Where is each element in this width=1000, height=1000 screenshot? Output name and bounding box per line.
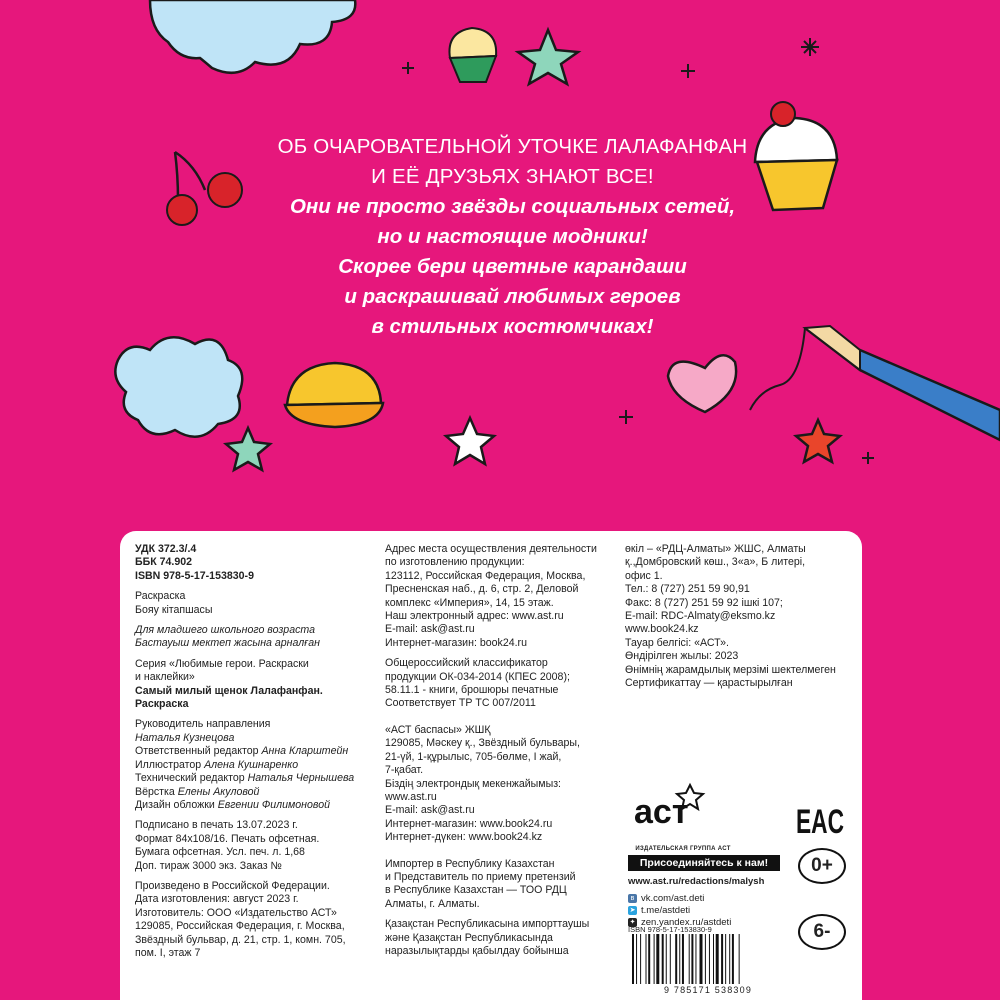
address-line: Интернет-магазин: book24.ru [385, 636, 527, 649]
telegram-icon: ➤ [629, 907, 636, 915]
print-info: Подписано в печать 13.07.2023 г. [135, 819, 298, 832]
zen-text: zen.yandex.ru/astdeti [641, 917, 732, 928]
cover-blurb [240, 132, 785, 342]
star-icon [226, 428, 270, 470]
kz-address-line: E-mail: ask@ast.ru [385, 804, 475, 817]
contact-line: Тел.: 8 (727) 251 59 90,91 [625, 583, 750, 596]
imprint-column [135, 543, 360, 960]
kz-address-line: «АСТ баспасы» ЖШҚ [385, 723, 491, 736]
join-badge: Присоединяйтесь к нам! [628, 855, 780, 871]
tech-label: Технический редактор [135, 772, 245, 785]
address-line: комплекс «Империя», 14, 15 этаж. [385, 596, 554, 609]
contact-line: Сертификаттау — қарастырылған [625, 677, 793, 690]
blurb-line: и раскрашивай любимых героев [344, 285, 681, 308]
star-icon [796, 420, 840, 462]
contact-line: Факс: 8 (727) 251 59 92 ішкі 107; [625, 596, 783, 609]
production-info: 129085, Российская Федерация, г. Москва, [135, 920, 345, 933]
importer-line: және Қазақстан Республикасында [385, 931, 553, 944]
svg-text:EAC: EAC [796, 803, 844, 841]
layout-name: Елены Акуловой [177, 785, 260, 798]
address-line: Наш электронный адрес: www.ast.ru [385, 610, 564, 623]
production-info: Дата изготовления: август 2023 г. [135, 893, 299, 906]
book-title: Самый милый щенок Лалафанфан. [135, 684, 323, 697]
kz-address-line: 7-қабат. [385, 764, 424, 777]
tech-name: Наталья Чернышева [247, 772, 355, 785]
cloud-icon [150, 0, 355, 73]
kz-address-line: 129085, Мәскеу қ., Звёздный бульвары, [385, 737, 580, 750]
age-rating-badge: 0+ [798, 848, 846, 884]
imprint-panel [120, 531, 862, 1000]
importer-line: Алматы, г. Алматы. [385, 897, 480, 910]
logo-text: аст [634, 793, 689, 831]
pencil-icon [750, 326, 1000, 440]
print-info: Бумага офсетная. Усл. печ. л. 1,68 [135, 846, 305, 859]
address-line: Пресненская наб., д. 6, стр. 2, Деловой [385, 583, 579, 596]
illustrator-name: Алена Кушнаренко [204, 758, 299, 771]
head-name: Наталья Кузнецова [135, 731, 235, 744]
isbn: ISBN 978-5-17-153830-9 [135, 569, 254, 582]
contact-line: офис 1. [625, 569, 663, 582]
blurb-line: но и настоящие модники! [377, 225, 648, 248]
importer-line: и Представитель по приему претензий [385, 870, 576, 883]
classifier-line: Соответствует ТР ТС 007/2011 [385, 697, 536, 710]
importer-line: Импортер в Республику Казахстан [385, 857, 555, 870]
contact-line: www.book24.kz [625, 623, 699, 636]
layout-label: Вёрстка [135, 785, 175, 798]
zen-icon: ✦ [629, 919, 636, 927]
ast-logo [628, 771, 718, 841]
importer-line: наразылықтарды қабылдау бойынша [385, 944, 569, 957]
address-line: E-mail: ask@ast.ru [385, 623, 475, 636]
book-title: Раскраска [135, 698, 189, 711]
series: и наклейки» [135, 671, 195, 684]
importer-line: в Республике Казахстан — ТОО РДЦ [385, 884, 567, 897]
contacts-column [625, 543, 850, 690]
kz-address-line: 21-үй, 1-құрылыс, 705-бөлме, I жай, [385, 750, 562, 763]
vk-text: vk.com/ast.deti [641, 893, 705, 904]
barcode-number: 9 785171 538309 [663, 985, 753, 995]
barcode [628, 934, 788, 984]
classifier-line: 58.11.1 - книги, брошюры печатные [385, 684, 559, 697]
site-link[interactable]: www.ast.ru/redactions/malysh [628, 876, 765, 887]
editor-name: Анна Кларштейн [261, 745, 349, 758]
kz-address-line: www.ast.ru [385, 790, 437, 803]
pie-icon [285, 363, 383, 427]
blurb-line: И ЕЁ ДРУЗЬЯХ ЗНАЮТ ВСЕ! [371, 165, 654, 188]
cloud-icon [115, 337, 242, 436]
importer-line: Қазақстан Республикасына импорттаушы [385, 918, 590, 931]
contact-line: Өндірілген жылы: 2023 [625, 650, 739, 663]
series: Серия «Любимые герои. Раскраски [135, 657, 309, 670]
star-icon [446, 418, 494, 464]
age-ru: Для младшего школьного возраста [135, 624, 315, 637]
vk-icon: в [628, 894, 637, 903]
kz-address-line: Біздің электрондық мекенжайымыз: [385, 777, 561, 790]
isbn-small: ISBN 978-5-17-153830-9 [628, 925, 712, 934]
blurb-line: ОБ ОЧАРОВАТЕЛЬНОЙ УТОЧКЕ ЛАЛАФАНФАН [277, 135, 748, 158]
kz-address-line: Интернет-магазин: www.book24.ru [385, 817, 553, 830]
age-kz: Бастауыш мектеп жасына арналған [135, 637, 320, 650]
heart-icon [668, 355, 736, 412]
address-line: Адрес места осуществления деятельности [385, 543, 597, 555]
contact-line: қ.,Домбровский көш., 3«а», Б литері, [625, 556, 806, 569]
print-info: Формат 84х108/16. Печать офсетная. [135, 832, 320, 845]
classifier-line: Общероссийский классификатор [385, 657, 548, 670]
address-line: по изготовлению продукции: [385, 556, 525, 569]
publisher-group: ИЗДАТЕЛЬСКАЯ ГРУППА АСТ [635, 846, 731, 852]
genre-kz: Бояу кітапшасы [135, 603, 213, 616]
contact-line: Өнімнің жарамдылық мерзімі шектелмеген [625, 663, 836, 676]
cupcake-icon [449, 28, 496, 82]
production-info: Звёздный бульвар, д. 21, стр. 1, комн. 705, [135, 933, 346, 946]
genre-ru: Раскраска [135, 590, 186, 603]
cherries-icon [167, 152, 242, 225]
kz-address-line: Интернет-дүкен: www.book24.kz [385, 831, 543, 844]
design-name: Евгении Филимоновой [217, 798, 330, 811]
address-column [385, 543, 610, 958]
address-line: 123112, Российская Федерация, Москва, [385, 569, 586, 582]
production-info: Произведено в Российской Федерации. [135, 879, 330, 892]
contact-line: өкіл – «РДЦ-Алматы» ЖШС, Алматы [625, 543, 806, 555]
age-rating-badge: 6- [798, 914, 846, 950]
bbk: ББК 74.902 [135, 556, 193, 569]
blurb-line: в стильных костюмчиках! [371, 315, 654, 338]
contact-line: E-mail: RDC-Almaty@eksmo.kz [625, 610, 776, 623]
udk: УДК 372.3/.4 [135, 543, 197, 555]
editor-label: Ответственный редактор [135, 745, 259, 758]
contact-line: Тауар белгісі: «АСТ». [625, 636, 729, 649]
print-info: Доп. тираж 3000 экз. Заказ № [135, 859, 282, 872]
telegram-text: t.me/astdeti [641, 905, 691, 916]
design-label: Дизайн обложки [135, 798, 215, 811]
classifier-line: продукции ОК-034-2014 (КПЕС 2008); [385, 670, 570, 683]
production-info: Изготовитель: ООО «Издательство АСТ» [135, 906, 337, 919]
blurb-line: Скорее бери цветные карандаши [338, 255, 687, 278]
eac-mark [796, 799, 846, 839]
branding-block [628, 771, 853, 996]
blurb-line: Они не просто звёзды социальных сетей, [289, 195, 736, 218]
illustrator-label: Иллюстратор [135, 758, 202, 771]
production-info: пом. I, этаж 7 [135, 946, 201, 959]
star-icon [518, 30, 578, 84]
head-label: Руководитель направления [135, 718, 271, 731]
